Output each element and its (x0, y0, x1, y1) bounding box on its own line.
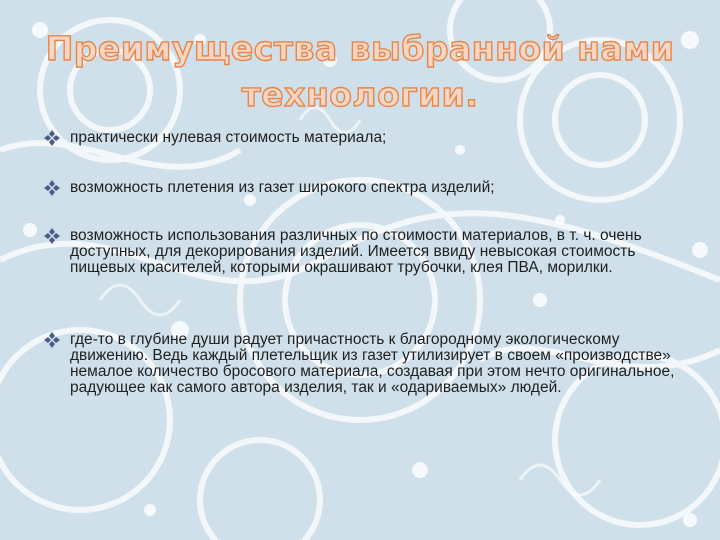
diamond-quad-icon (44, 228, 60, 244)
list-item-text: где-то в глубине души радует причастность к благородному экологическому движению. Ведь каждый плетельщик из газет утилизирует в своем «производстве» немалое количество бросового материала, создавая при этом нечто оригинальное, радующее как самого автора изделия, так и «одариваемых» людей. (70, 331, 675, 396)
slide-title: Преимущества выбранной нами технологии. (45, 29, 675, 114)
diamond-quad-icon (44, 332, 60, 348)
list-item-text: возможность плетения из газет широкого спектра изделий; (70, 179, 495, 196)
list-item (42, 130, 386, 146)
diamond-quad-icon (44, 130, 60, 146)
diamond-quad-icon (44, 180, 60, 196)
list-item-text: возможность использования различных по стоимости материалов, в т. ч. очень доступных, для декорирования изделий. Имеется ввиду невысокая стоимость пищевых красителей, которыми окрашивают трубочки, клея ПВА, морилки. (70, 227, 642, 276)
list-item (42, 332, 682, 396)
list-item (42, 180, 495, 196)
list-item-text: практически нулевая стоимость материала; (70, 129, 387, 146)
list-item (42, 228, 682, 276)
